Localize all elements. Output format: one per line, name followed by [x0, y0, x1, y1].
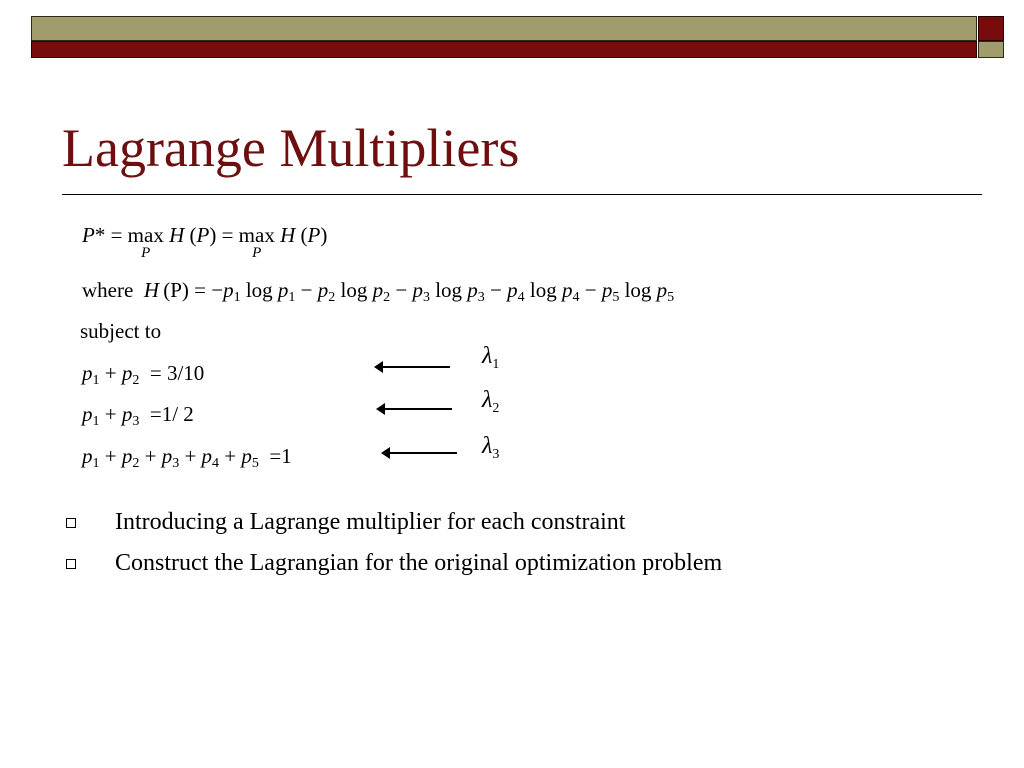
header-bar-red: [31, 41, 977, 58]
where-label: where: [82, 278, 134, 302]
header-square-olive: [978, 41, 1004, 58]
arrow-constraint-3: [383, 452, 457, 454]
lambda-1: $\lambda_1$: [482, 343, 500, 372]
slide-title: Lagrange Multipliers: [62, 118, 520, 178]
constraint-3: $p_1 + p_2 + p_3 + p_4 + p_5 =1$: [82, 444, 292, 471]
subject-to-label: subject to: [80, 319, 162, 343]
entropy-equation: where H $(P) = -p_1$ $\log p_1 - p_2$ $\log p_2 - p_3$ $\log p_3 - p_4$ $\log p_4 - p_5$ $\log p_5$: [82, 278, 675, 305]
lambda-2: $\lambda_2$: [482, 387, 500, 416]
square-bullet-icon: [66, 559, 76, 569]
title-rule: [62, 194, 982, 195]
constraint-2: $p_1 + p_3 =1/$ 2: [82, 402, 194, 429]
square-bullet-icon: [66, 518, 76, 528]
header-bar-olive: [31, 16, 977, 41]
arrow-constraint-2: [378, 408, 452, 410]
header-square-red: [978, 16, 1004, 41]
constraint-1: $p_1 + p_2 = 3/10$: [82, 361, 205, 388]
objective-equation: P* = max P H (P) = max P H (P): [82, 223, 328, 261]
lambda-3: $\lambda_3$: [482, 433, 500, 462]
arrow-constraint-1: [376, 366, 450, 368]
